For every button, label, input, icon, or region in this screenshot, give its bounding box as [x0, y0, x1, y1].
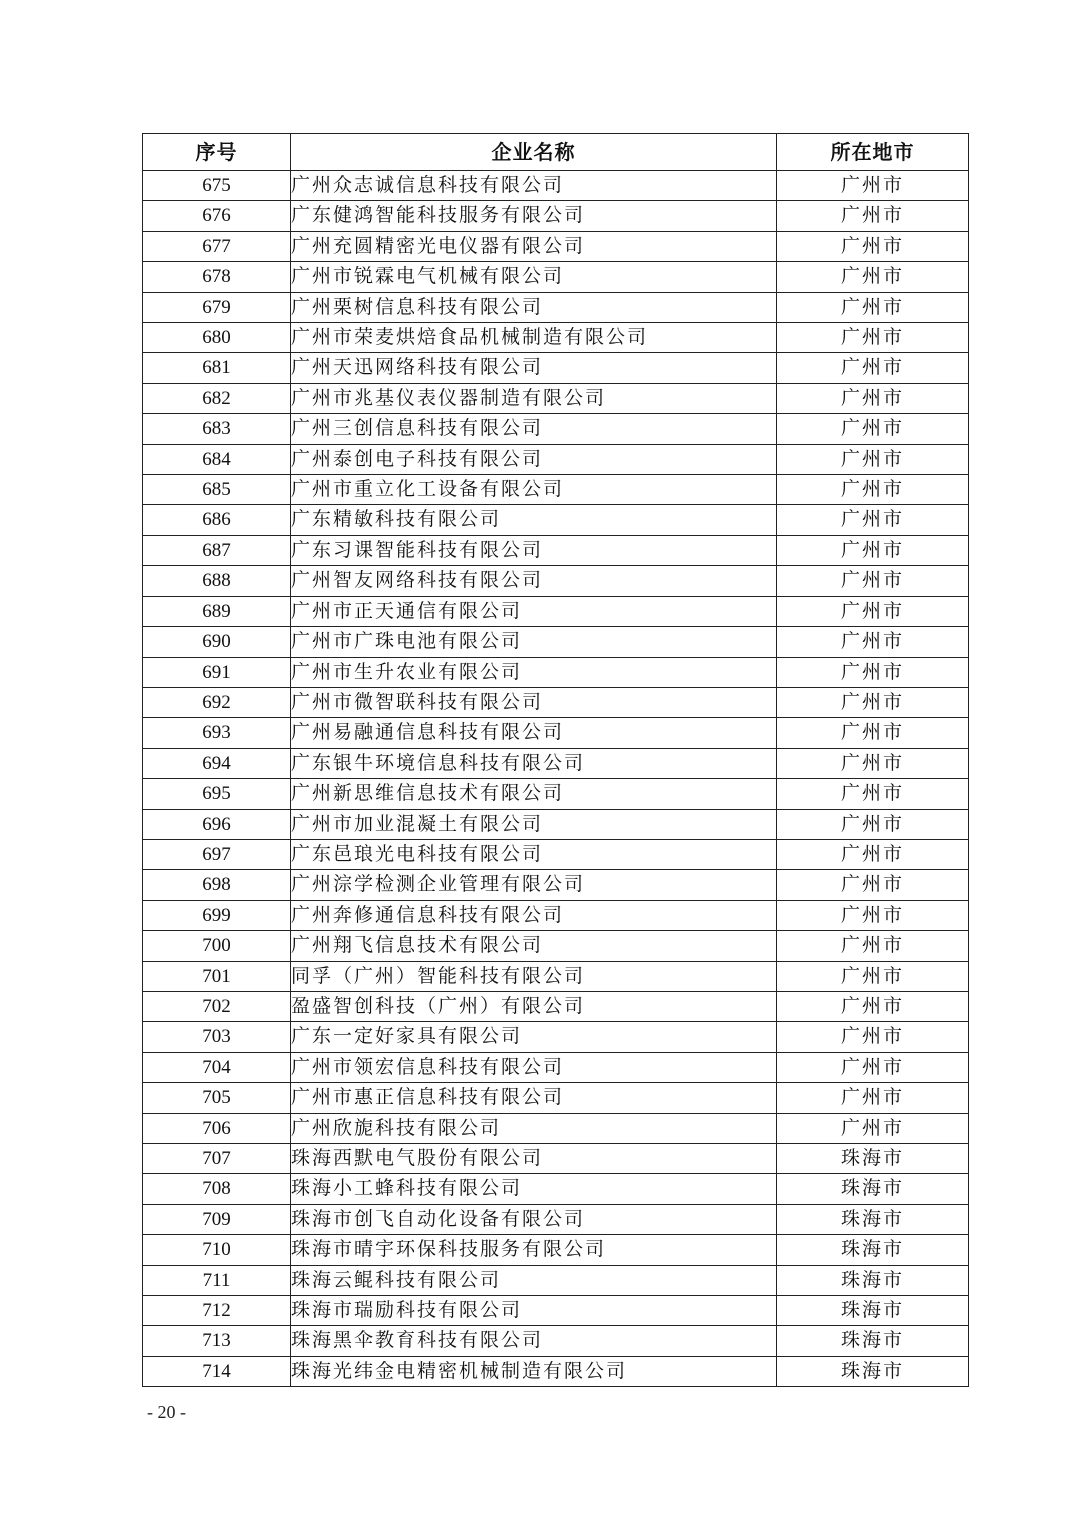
company-name-cell: 广州智友网络科技有限公司: [291, 566, 777, 596]
table-row: [143, 1052, 969, 1082]
company-name-cell: 广州天迅网络科技有限公司: [291, 353, 777, 383]
city-cell: 珠海市: [777, 1235, 969, 1265]
company-name-cell: 广州市生升农业有限公司: [291, 657, 777, 687]
table-body: [143, 171, 969, 1387]
city-cell: 广州市: [777, 1022, 969, 1052]
company-name-cell: 同孚（广州）智能科技有限公司: [291, 961, 777, 991]
serial-number-cell: 707: [143, 1144, 291, 1174]
table-row: [143, 657, 969, 687]
serial-number-cell: 709: [143, 1204, 291, 1234]
city-cell: 广州市: [777, 900, 969, 930]
serial-number-cell: 713: [143, 1326, 291, 1356]
serial-number-cell: 689: [143, 596, 291, 626]
serial-number-cell: 681: [143, 353, 291, 383]
table-row: [143, 900, 969, 930]
city-cell: 广州市: [777, 718, 969, 748]
company-name-cell: 广东银牛环境信息科技有限公司: [291, 748, 777, 778]
table-row: [143, 566, 969, 596]
table-row: [143, 809, 969, 839]
serial-number-cell: 706: [143, 1113, 291, 1143]
serial-number-cell: 677: [143, 231, 291, 261]
city-cell: 广州市: [777, 596, 969, 626]
table-row: [143, 1296, 969, 1326]
table-row: [143, 171, 969, 201]
serial-number-cell: 680: [143, 323, 291, 353]
table-row: [143, 748, 969, 778]
serial-number-cell: 684: [143, 444, 291, 474]
company-name-cell: 珠海小工蜂科技有限公司: [291, 1174, 777, 1204]
table-row: [143, 414, 969, 444]
serial-number-cell: 683: [143, 414, 291, 444]
table-row: [143, 505, 969, 535]
city-cell: 珠海市: [777, 1144, 969, 1174]
company-name-cell: 广州翔飞信息技术有限公司: [291, 931, 777, 961]
city-cell: 广州市: [777, 809, 969, 839]
company-name-cell: 珠海市晴宇环保科技服务有限公司: [291, 1235, 777, 1265]
company-name-cell: 广州众志诚信息科技有限公司: [291, 171, 777, 201]
city-cell: 广州市: [777, 931, 969, 961]
table-row: [143, 1083, 969, 1113]
company-name-cell: 珠海云鲲科技有限公司: [291, 1265, 777, 1295]
company-name-cell: 广东一定好家具有限公司: [291, 1022, 777, 1052]
city-cell: 广州市: [777, 1052, 969, 1082]
city-cell: 珠海市: [777, 1204, 969, 1234]
table-row: [143, 444, 969, 474]
city-cell: 广州市: [777, 627, 969, 657]
city-cell: 广州市: [777, 475, 969, 505]
serial-number-cell: 708: [143, 1174, 291, 1204]
city-cell: 广州市: [777, 444, 969, 474]
serial-number-cell: 679: [143, 292, 291, 322]
company-name-cell: 广州奔修通信息科技有限公司: [291, 900, 777, 930]
city-cell: 珠海市: [777, 1356, 969, 1386]
table-row: [143, 535, 969, 565]
enterprise-table: [142, 133, 969, 1387]
company-name-cell: 广州市领宏信息科技有限公司: [291, 1052, 777, 1082]
table-row: [143, 1113, 969, 1143]
table-row: [143, 292, 969, 322]
table-row: [143, 262, 969, 292]
city-cell: 广州市: [777, 839, 969, 869]
serial-number-cell: 704: [143, 1052, 291, 1082]
serial-number-cell: 702: [143, 991, 291, 1021]
company-name-cell: 广州市锐霖电气机械有限公司: [291, 262, 777, 292]
company-name-cell: 广州市兆基仪表仪器制造有限公司: [291, 383, 777, 413]
serial-number-cell: 691: [143, 657, 291, 687]
serial-number-cell: 703: [143, 1022, 291, 1052]
table-row: [143, 323, 969, 353]
city-cell: 广州市: [777, 657, 969, 687]
table-row: [143, 1174, 969, 1204]
serial-number-cell: 695: [143, 779, 291, 809]
page-number: - 20 -: [147, 1402, 186, 1422]
company-name-cell: 广州市广珠电池有限公司: [291, 627, 777, 657]
city-cell: 广州市: [777, 1083, 969, 1113]
company-name-cell: 珠海黑伞教育科技有限公司: [291, 1326, 777, 1356]
serial-number-cell: 685: [143, 475, 291, 505]
company-name-cell: 广州栗树信息科技有限公司: [291, 292, 777, 322]
city-cell: 广州市: [777, 231, 969, 261]
city-cell: 广州市: [777, 201, 969, 231]
company-name-cell: 珠海市创飞自动化设备有限公司: [291, 1204, 777, 1234]
city-cell: 广州市: [777, 687, 969, 717]
company-name-cell: 广州市惠正信息科技有限公司: [291, 1083, 777, 1113]
company-name-cell: 广东习课智能科技有限公司: [291, 535, 777, 565]
table-row: [143, 201, 969, 231]
serial-number-cell: 701: [143, 961, 291, 991]
city-cell: 珠海市: [777, 1296, 969, 1326]
city-cell: 广州市: [777, 505, 969, 535]
company-name-cell: 广东邑琅光电科技有限公司: [291, 839, 777, 869]
city-cell: 广州市: [777, 292, 969, 322]
serial-number-cell: 699: [143, 900, 291, 930]
city-cell: 广州市: [777, 353, 969, 383]
city-cell: 广州市: [777, 414, 969, 444]
city-cell: 珠海市: [777, 1326, 969, 1356]
city-cell: 广州市: [777, 870, 969, 900]
company-name-cell: 广州市正天通信有限公司: [291, 596, 777, 626]
company-name-cell: 广州市微智联科技有限公司: [291, 687, 777, 717]
city-cell: 广州市: [777, 991, 969, 1021]
table-row: [143, 779, 969, 809]
company-name-cell: 广州三创信息科技有限公司: [291, 414, 777, 444]
serial-number-cell: 710: [143, 1235, 291, 1265]
table-row: [143, 687, 969, 717]
header-serial-number: 序号: [143, 134, 291, 171]
serial-number-cell: 682: [143, 383, 291, 413]
table-row: [143, 961, 969, 991]
city-cell: 广州市: [777, 961, 969, 991]
serial-number-cell: 711: [143, 1265, 291, 1295]
table-header-row: [143, 134, 969, 171]
table-row: [143, 627, 969, 657]
table-row: [143, 353, 969, 383]
company-name-cell: 广州充圆精密光电仪器有限公司: [291, 231, 777, 261]
company-name-cell: 盈盛智创科技（广州）有限公司: [291, 991, 777, 1021]
serial-number-cell: 698: [143, 870, 291, 900]
table-row: [143, 231, 969, 261]
company-name-cell: 广州市加业混凝土有限公司: [291, 809, 777, 839]
company-name-cell: 广州新思维信息技术有限公司: [291, 779, 777, 809]
serial-number-cell: 696: [143, 809, 291, 839]
serial-number-cell: 678: [143, 262, 291, 292]
header-city: 所在地市: [777, 134, 969, 171]
table-row: [143, 931, 969, 961]
city-cell: 珠海市: [777, 1174, 969, 1204]
table-row: [143, 718, 969, 748]
serial-number-cell: 676: [143, 201, 291, 231]
serial-number-cell: 686: [143, 505, 291, 535]
table-row: [143, 1022, 969, 1052]
table-row: [143, 1144, 969, 1174]
serial-number-cell: 712: [143, 1296, 291, 1326]
company-name-cell: 广州市荣麦烘焙食品机械制造有限公司: [291, 323, 777, 353]
enterprise-list-sheet: [142, 133, 968, 1387]
serial-number-cell: 714: [143, 1356, 291, 1386]
table-row: [143, 596, 969, 626]
table-row: [143, 870, 969, 900]
city-cell: 广州市: [777, 535, 969, 565]
table-row: [143, 991, 969, 1021]
city-cell: 广州市: [777, 566, 969, 596]
table-row: [143, 475, 969, 505]
company-name-cell: 珠海市瑞励科技有限公司: [291, 1296, 777, 1326]
table-row: [143, 839, 969, 869]
city-cell: 广州市: [777, 262, 969, 292]
company-name-cell: 广州淙学检测企业管理有限公司: [291, 870, 777, 900]
company-name-cell: 珠海光纬金电精密机械制造有限公司: [291, 1356, 777, 1386]
serial-number-cell: 688: [143, 566, 291, 596]
city-cell: 广州市: [777, 383, 969, 413]
table-row: [143, 1265, 969, 1295]
city-cell: 广州市: [777, 1113, 969, 1143]
serial-number-cell: 692: [143, 687, 291, 717]
company-name-cell: 广州欣旎科技有限公司: [291, 1113, 777, 1143]
serial-number-cell: 697: [143, 839, 291, 869]
serial-number-cell: 705: [143, 1083, 291, 1113]
table-row: [143, 1204, 969, 1234]
company-name-cell: 广州易融通信息科技有限公司: [291, 718, 777, 748]
table-row: [143, 1326, 969, 1356]
header-company-name: 企业名称: [291, 134, 777, 171]
city-cell: 广州市: [777, 779, 969, 809]
table-row: [143, 1356, 969, 1386]
table-row: [143, 383, 969, 413]
company-name-cell: 广州泰创电子科技有限公司: [291, 444, 777, 474]
serial-number-cell: 675: [143, 171, 291, 201]
company-name-cell: 广东精敏科技有限公司: [291, 505, 777, 535]
serial-number-cell: 700: [143, 931, 291, 961]
company-name-cell: 广东健鸿智能科技服务有限公司: [291, 201, 777, 231]
serial-number-cell: 694: [143, 748, 291, 778]
serial-number-cell: 693: [143, 718, 291, 748]
city-cell: 广州市: [777, 748, 969, 778]
company-name-cell: 珠海西默电气股份有限公司: [291, 1144, 777, 1174]
serial-number-cell: 690: [143, 627, 291, 657]
serial-number-cell: 687: [143, 535, 291, 565]
city-cell: 广州市: [777, 323, 969, 353]
table-row: [143, 1235, 969, 1265]
city-cell: 广州市: [777, 171, 969, 201]
city-cell: 珠海市: [777, 1265, 969, 1295]
company-name-cell: 广州市重立化工设备有限公司: [291, 475, 777, 505]
